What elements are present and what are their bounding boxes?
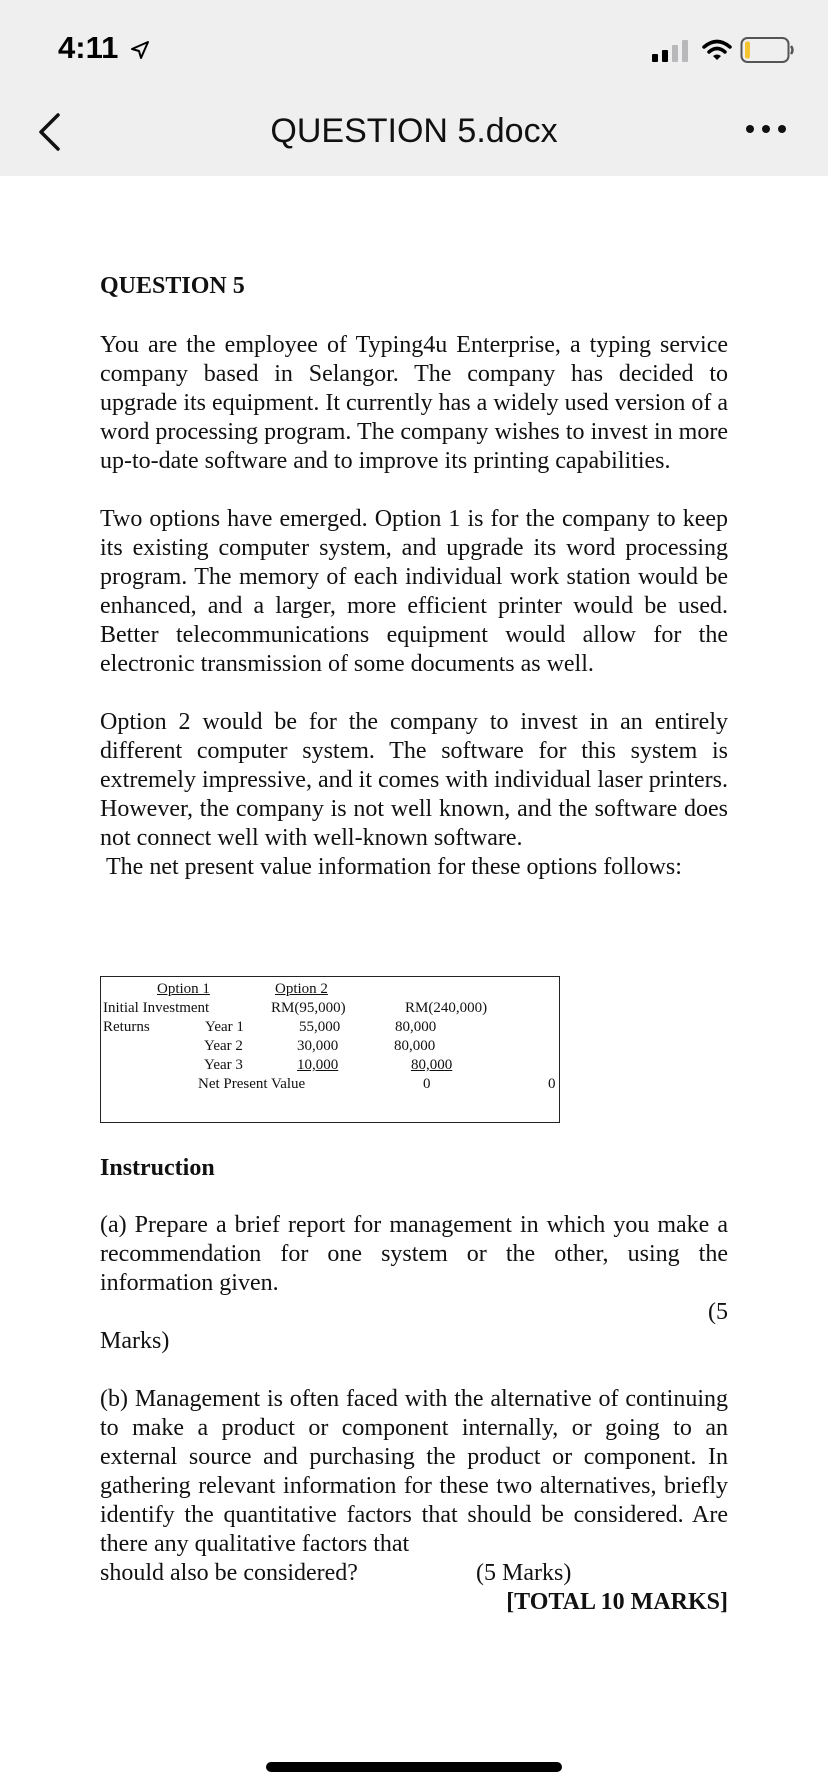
top-bar: [0, 0, 828, 176]
cellular-signal-icon: [652, 40, 690, 62]
instruction-section: [100, 1154, 728, 1617]
paragraph-2: Two options have emerged. Option 1 is for the company to keep its existing computer system, and upgrade its word processing program. The memory of each individual work station would be enhanced, and a larger, more efficient printer would be used. Better telecommunications equipment would allow for the electronic transmission of some documents as well.: [100, 506, 728, 677]
returns-label: Returns: [103, 1019, 150, 1035]
wifi-icon: [702, 38, 732, 62]
npv-option-1: 0: [423, 1076, 431, 1092]
npv-option-2: 0: [548, 1076, 556, 1092]
battery-icon: [740, 36, 796, 64]
question-b: (b) Management is often faced with the alternative of continuing to make a product or component internally, or going to an external source and purchasing the product or component. In gathering relevant information for these two alternatives, briefly identify the quantitative factors that should be considered. Are there any qualitative factors that: [100, 1386, 728, 1557]
question-a-marks-open: (5: [708, 1299, 728, 1325]
total-marks: [TOTAL 10 MARKS]: [506, 1589, 728, 1615]
year-3-label: Year 3: [204, 1057, 243, 1073]
initial-investment-option-2: RM(240,000): [405, 1000, 488, 1016]
npv-table: [100, 976, 560, 1123]
net-present-value-intro: The net present value information for these options follows:: [106, 854, 682, 880]
document-body: [100, 272, 728, 882]
instruction-heading: Instruction: [100, 1155, 215, 1181]
year-1-option-2: 80,000: [395, 1019, 437, 1035]
initial-investment-option-1: RM(95,000): [271, 1000, 346, 1016]
question-a-marks-row: [100, 1298, 728, 1327]
year-3-option-1: 10,000: [297, 1057, 339, 1073]
year-1-label: Year 1: [205, 1019, 244, 1035]
year-2-option-1: 30,000: [297, 1038, 339, 1054]
initial-investment-label: Initial Investment: [103, 1000, 210, 1016]
paragraph-1: You are the employee of Typing4u Enterprise, a typing service company based in Selangor. The company has decided to upgrade its equipment. It currently has a widely used version of a word processing program. The company wishes to invest in more up-to-date software and to improve its printing capabilities.: [100, 332, 728, 474]
status-time: 4:11: [58, 30, 119, 65]
year-2-label: Year 2: [204, 1038, 243, 1054]
year-3-option-2: 80,000: [411, 1057, 453, 1073]
question-b-last-line: should also be considered?: [100, 1560, 358, 1586]
location-arrow-icon: [130, 40, 150, 60]
paragraph-3: Option 2 would be for the company to invest in an entirely different computer system. The software for this system is extremely impressive, and it comes with individual laser printers. However, the company is not well known, and the software does not connect well with well-known software.: [100, 709, 728, 851]
year-1-option-1: 55,000: [299, 1019, 341, 1035]
table-header-option-2: Option 2: [275, 981, 328, 997]
question-a: (a) Prepare a brief report for management in which you make a recommendation for one system or the other, using the information given.: [100, 1212, 728, 1296]
net-present-value-label: Net Present Value: [198, 1076, 306, 1092]
year-2-option-2: 80,000: [394, 1038, 436, 1054]
more-options-icon[interactable]: [744, 122, 788, 136]
question-b-marks: (5 Marks): [476, 1560, 572, 1586]
document-title: QUESTION 5.docx: [270, 112, 558, 150]
question-b-last-row: [100, 1559, 728, 1588]
question-heading: QUESTION 5: [100, 273, 245, 299]
home-indicator[interactable]: [266, 1762, 562, 1772]
table-header-option-1: Option 1: [157, 981, 210, 997]
question-a-marks-close: Marks): [100, 1328, 170, 1354]
